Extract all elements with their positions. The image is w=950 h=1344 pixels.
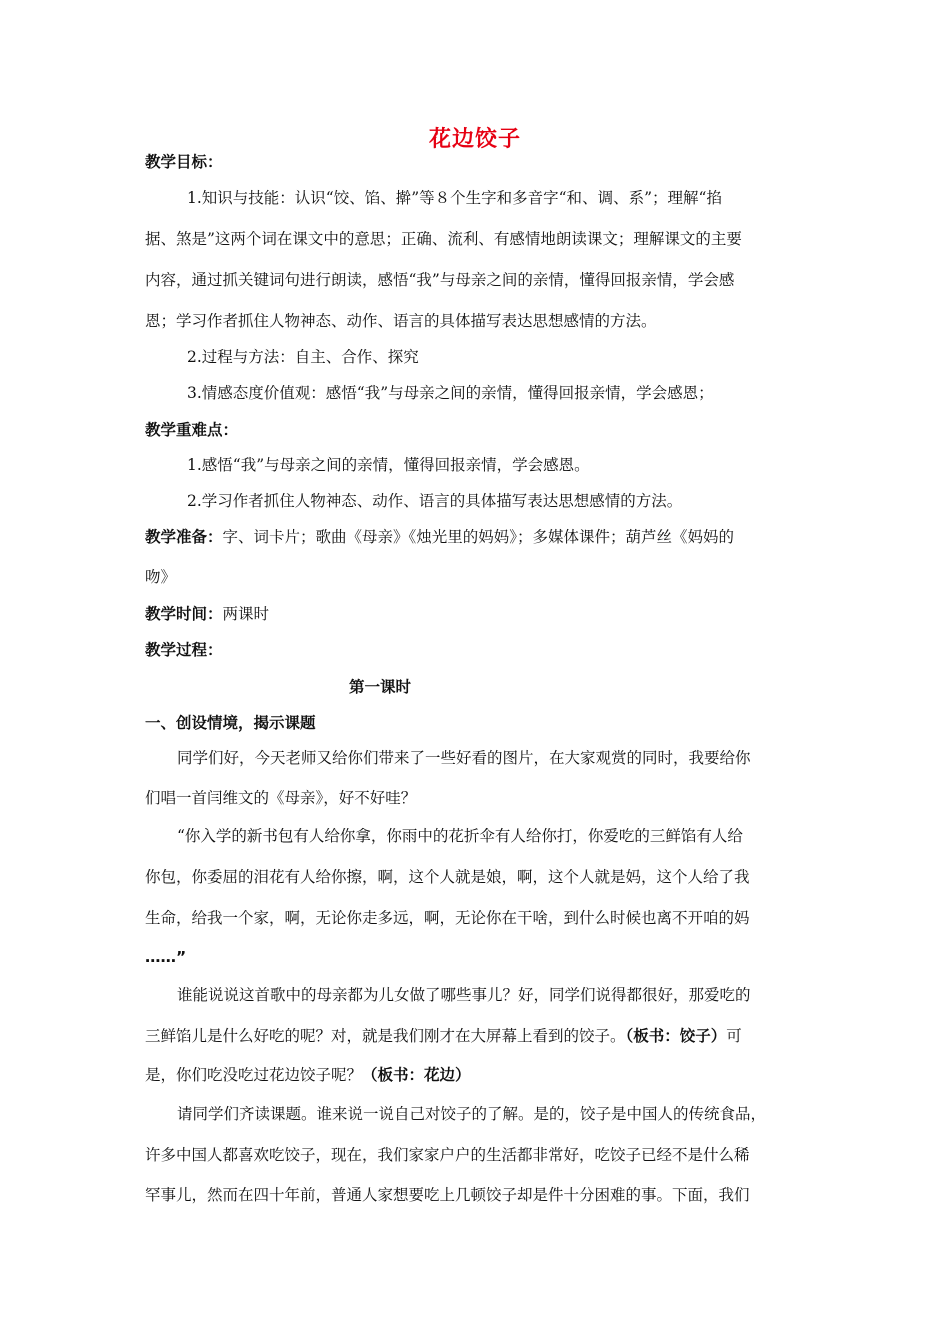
para2-line2-text: 三鲜馅儿是什么好吃的呢？对，就是我们刚才在大屏幕上看到的饺子。: [145, 1027, 626, 1045]
para2-line2: [145, 1026, 825, 1046]
song-line2: 你包，你委屈的泪花有人给你擦，啊，这个人就是娘，啊，这个人就是妈，这个人给了我: [145, 868, 750, 886]
goals-item1-line1: 1.知识与技能：认识“饺、馅、擀”等８个生字和多音字“和、调、系”；理解“掐: [187, 189, 722, 207]
para2-line1: 谁能说说这首歌中的母亲都为儿女做了哪些事儿？好，同学们说得都很好，那爱吃的: [177, 986, 751, 1004]
song-line3: 生命，给我一个家，啊，无论你走多远，啊，无论你在干啥，到什么时候也离不开咱的妈: [145, 909, 750, 927]
keypoints-item1: 1.感悟“我”与母亲之间的亲情，懂得回报亲情，学会感恩。: [187, 456, 590, 474]
para3-line1: 请同学们齐读课题。谁来说一说自己对饺子的了解。是的，饺子是中国人的传统食品，: [177, 1105, 767, 1123]
song-line1: “你入学的新书包有人给你拿，你雨中的花折伞有人给你打，你爱吃的三鲜馅有人给: [177, 827, 743, 845]
board-note-dumplings: （板书：饺子）: [625, 1027, 727, 1045]
para2-line3: [145, 1065, 825, 1085]
prep-line1: [145, 527, 825, 547]
board-note-lace: （板书：花边）: [362, 1066, 471, 1084]
para3-line2: 许多中国人都喜欢吃饺子，现在，我们家家户户的生活都非常好，吃饺子已经不是什么稀: [145, 1146, 750, 1164]
goals-item1-line4: 恩；学习作者抓住人物神态、动作、语言的具体描写表达思想感情的方法。: [145, 312, 657, 330]
goals-item1-line3: 内容，通过抓关键词句进行朗读，感悟“我”与母亲之间的亲情，懂得回报亲情，学会感: [145, 271, 735, 289]
goals-item2: 2.过程与方法：自主、合作、探究: [187, 348, 419, 366]
para1-line2: 们唱一首闫维文的《母亲》，好不好哇？: [145, 789, 417, 807]
lesson-title: 第一课时: [348, 678, 411, 696]
document-title: 花边饺子: [428, 127, 521, 152]
time-line: [145, 604, 825, 624]
prep-text: 字、词卡片；歌曲《母亲》《烛光里的妈妈》；多媒体课件；葫芦丝《妈妈的: [222, 528, 735, 546]
keypoints-heading: 教学重难点：: [145, 421, 239, 439]
para2-line3-text: 是，你们吃没吃过花边饺子呢？: [145, 1066, 363, 1084]
song-line4: ……”: [145, 948, 187, 966]
prep-heading: 教学准备：: [145, 528, 223, 546]
goals-item3: 3.情感态度价值观：感悟“我”与母亲之间的亲情，懂得回报亲情，学会感恩；: [187, 384, 714, 402]
para2-line2-end: 可: [726, 1027, 742, 1045]
keypoints-item2: 2.学习作者抓住人物神态、动作、语言的具体描写表达思想感情的方法。: [187, 492, 683, 510]
process-heading: 教学过程：: [145, 641, 223, 659]
time-heading: 教学时间：: [145, 605, 223, 623]
section1-heading: 一、创设情境，揭示课题: [145, 714, 316, 732]
goals-item1-line2: 据、煞是”这两个词在课文中的意思；正确、流利、有感情地朗读课文；理解课文的主要: [145, 230, 742, 248]
time-text: 两课时: [222, 605, 270, 623]
goals-heading: 教学目标：: [145, 153, 223, 171]
para1-line1: 同学们好，今天老师又给你们带来了一些好看的图片，在大家观赏的同时，我要给你: [177, 749, 751, 767]
para3-line3: 罕事儿，然而在四十年前，普通人家想要吃上几顿饺子却是件十分困难的事。下面，我们: [145, 1186, 750, 1204]
prep-line2: 吻》: [145, 568, 177, 586]
